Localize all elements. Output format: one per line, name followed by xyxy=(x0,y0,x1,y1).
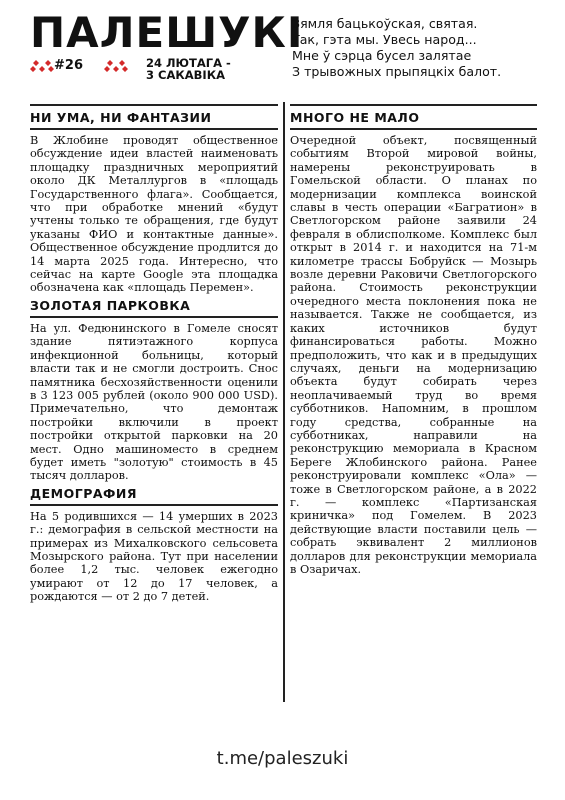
article-body: На ул. Федюнинского в Гомеле сносят здание пятиэтажного корпуса инфекционной больницы, который власти так и не смогли достроить. Снос памятника бесхозяйственности оценили в 3 123 005 рублей (около 900 000 USD). Примечательно, что демонтаж постройки включили в проект постройки открытой парковки на 20 мест. Одно машиноместо в среднем будет иметь "золотую" стоимость в 45 тысяч долларов. xyxy=(30,321,278,483)
dates-line: 24 ЛЮТАГА - xyxy=(146,56,231,70)
poem-line: З трывожных прыпяцкіх балот. xyxy=(292,64,502,79)
issue-number: #26 xyxy=(54,58,83,73)
article-title: НИ УМА, НИ ФАНТАЗИИ xyxy=(30,110,212,125)
article-title: ДЕМОГРАФИЯ xyxy=(30,485,138,501)
newspaper-title: ПАЛЕШУКІ xyxy=(30,8,304,57)
column-divider xyxy=(283,102,285,702)
article-body: В Жлобине проводят общественное обсуждение идеи властей наименовать площадку праздничных мероприятий около ДК Металлургов в «площадь Государственного флага». Сообщается, что при обработке мнений «будут учтены только те обращения, где будут указаны ФИО и контактные данные». Общественное обсуждение продлится до 14 марта 2025 года. Интересно, что сейчас на карте Google эта площадка обозначена как «площадь Перемен». xyxy=(30,134,278,295)
article-title: МНОГО НЕ МАЛО xyxy=(290,110,420,125)
title-rule xyxy=(30,504,278,506)
article-title: ЗОЛОТАЯ ПАРКОВКА xyxy=(30,297,191,313)
title-rule xyxy=(30,316,278,318)
top-rule xyxy=(290,104,537,106)
dates-line: 3 САКАВІКА xyxy=(146,68,225,82)
poem-line: Зямля бацькоўская, святая. xyxy=(292,16,478,31)
title-rule xyxy=(30,128,278,130)
left-column xyxy=(30,104,278,604)
folk-ornament-icon xyxy=(104,60,128,72)
epigraph-poem xyxy=(292,16,501,80)
issue-dates xyxy=(146,57,231,81)
article-body: Очередной объект, посвященный событиям Второй мировой войны, намерены реконструировать в Гомельской области. О планах по модернизации комплекса воинской славы в честь операции «Багратион» в Светлогорском районе заявили 24 февраля в облисполкоме. Комплекс был открыт в 2014 г. и находится на 71-м километре трассы Бобруйск — Мозырь возле деревни Раковичи Светлогорского района. Стоимость реконструкции очередного места поклонения пока не называется. Также не сообщается, из каких источников будут финансироваться работы. Можно предположить, что как и в предыдущих случаях, деньги на модернизацию объекта будут собирать через неоплачиваемый труд во время субботников. Напомним, в прошлом году средства, собранные на субботниках, направили на реконструкцию мемориала в Красном Береге Жлобинского района. Ранее реконструировали комплекс «Ола» — тоже в Светлогорском районе, а в 2022 г. — комплекс «Партизанская криничка» под Гомелем. В 2023 действующие власти поставили цель — собрать эквивалент 2 миллионов долларов для реконструкции мемориала в Озаричах. xyxy=(290,134,537,576)
poem-line: Так, гэта мы. Увесь народ... xyxy=(292,32,477,47)
masthead xyxy=(0,0,565,100)
top-rule xyxy=(30,104,278,106)
title-rule xyxy=(290,128,537,130)
folk-ornament-icon xyxy=(30,60,54,72)
telegram-channel-link[interactable]: t.me/paleszuki xyxy=(216,748,349,769)
poem-line: Мне ў сэрца бусел залятае xyxy=(292,48,472,63)
article-body: На 5 родившихся — 14 умерших в 2023 г.: демография в сельской местности на примерах из Михалковского сельсовета Мозырского района. Тут при населении более 1,2 тыс. человек ежегодно умирают от 12 до 17 человек, а рождаются — от 2 до 7 детей. xyxy=(30,509,278,604)
right-column xyxy=(290,104,537,576)
